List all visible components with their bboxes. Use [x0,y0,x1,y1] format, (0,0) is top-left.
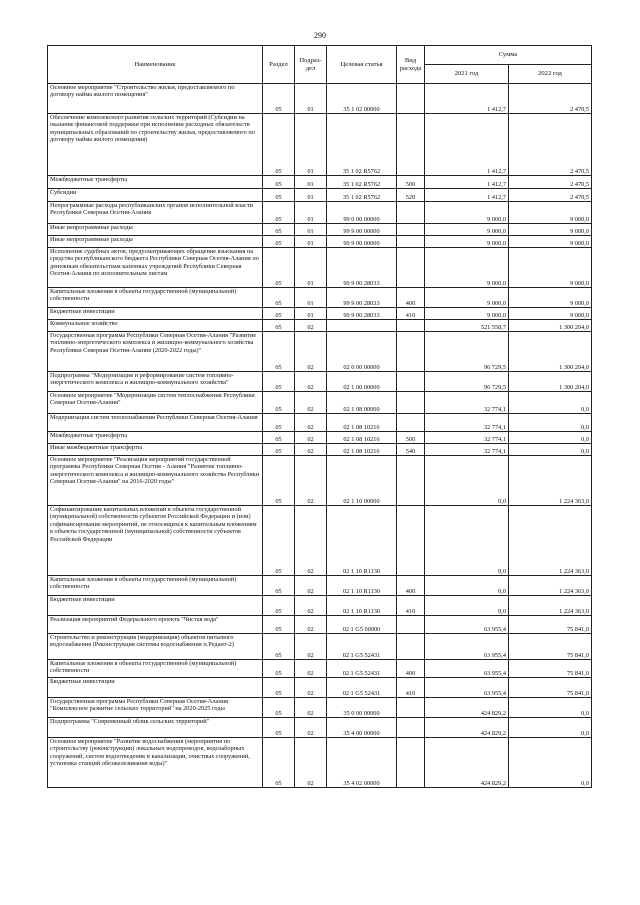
row-name-cell: Основное мероприятие "Развитие водоснабжения (мероприятия по строительству (реконструкции) локальных водопроводов, водозаборных сооружений, систем водоотведения и канализации, очистных сооружений, установка станций обезжелезивания воды)" [48,738,263,788]
budget-table [47,45,592,788]
row-expense-type-cell: 400 [397,660,425,678]
row-subsection-cell: 02 [295,698,327,718]
table-row [48,114,592,176]
table-row [48,616,592,634]
table-row [48,596,592,616]
row-sum-2021-cell: 0,0 [425,506,509,576]
row-target-article-cell: 99 9 00 28033 [327,248,397,288]
row-subsection-cell: 01 [295,114,327,176]
row-name-cell: Государственная программа Республики Северная Осетия-Алания "Развитие топливно-энергетического комплекса и жилищно-коммунального хозяйства Республики Северная Осетия-Алания (2020-2022 годы)" [48,332,263,372]
row-name-cell: Основное мероприятие "Реализация мероприятий государственной программы Республики Северная Осетия - Алания "Развитие топливно-энергетического комплекса и жилищно-коммунального хозяйства Республики Северная Осетия-Алания" на 2016-2020 годы" [48,456,263,506]
row-name-cell: Исполнение судебных актов, предусматривающих обращение взыскания на средства республиканского бюджета Республики Северная Осетия-Алания по денежным обязательствам казенных учреждений Республики Северная Осетия-Алания по исполнительным листам [48,248,263,288]
row-expense-type-cell [397,224,425,236]
row-subsection-cell: 01 [295,176,327,189]
row-sum-2022-cell: 1 224 363,0 [509,596,592,616]
row-sum-2021-cell: 424 829,2 [425,718,509,738]
row-section-cell: 05 [263,224,295,236]
row-name-cell: Реализация мероприятий Федерального проекта "Чистая вода" [48,616,263,634]
row-section-cell: 05 [263,432,295,444]
row-sum-2021-cell: 9 000,0 [425,308,509,320]
row-subsection-cell: 02 [295,332,327,372]
row-subsection-cell: 02 [295,456,327,506]
row-sum-2021-cell: 424 829,2 [425,698,509,718]
row-sum-2022-cell: 0,0 [509,414,592,432]
row-target-article-cell [327,320,397,332]
table-row [48,176,592,189]
row-sum-2021-cell: 424 829,2 [425,738,509,788]
row-expense-type-cell: 540 [397,444,425,456]
row-section-cell: 05 [263,248,295,288]
row-expense-type-cell [397,114,425,176]
row-expense-type-cell [397,236,425,248]
row-name-cell: Капитальные вложения в объекты государственной (муниципальной) собственности [48,576,263,596]
row-sum-2021-cell: 32 774,1 [425,432,509,444]
row-section-cell: 05 [263,392,295,414]
row-sum-2021-cell: 9 000,0 [425,248,509,288]
row-subsection-cell: 02 [295,506,327,576]
row-subsection-cell: 01 [295,202,327,224]
row-sum-2021-cell: 32 774,1 [425,392,509,414]
row-subsection-cell: 01 [295,308,327,320]
row-target-article-cell: 35 0 00 00000 [327,698,397,718]
row-subsection-cell: 02 [295,678,327,698]
row-section-cell: 05 [263,176,295,189]
row-sum-2021-cell: 32 774,1 [425,414,509,432]
table-row [48,224,592,236]
row-name-cell: Бюджетные инвестиции [48,678,263,698]
table-row [48,432,592,444]
row-expense-type-cell: 410 [397,678,425,698]
row-expense-type-cell: 520 [397,189,425,202]
row-expense-type-cell: 500 [397,176,425,189]
row-target-article-cell: 02 1 08 00000 [327,392,397,414]
row-target-article-cell: 35 4 00 00000 [327,718,397,738]
row-subsection-cell: 01 [295,84,327,114]
row-subsection-cell: 02 [295,392,327,414]
row-section-cell: 05 [263,288,295,308]
row-section-cell: 05 [263,660,295,678]
row-sum-2021-cell: 9 000,0 [425,202,509,224]
row-name-cell: Иные непрограммные расходы [48,236,263,248]
row-subsection-cell: 02 [295,372,327,392]
table-row [48,372,592,392]
table-row [48,288,592,308]
table-row [48,444,592,456]
row-name-cell: Модернизация систем теплоснабжения Республики Северная Осетия-Алания [48,414,263,432]
row-name-cell: Основное мероприятие "Модернизация систем теплоснабжения Республики Северная Осетия-Алания" [48,392,263,414]
row-subsection-cell: 02 [295,660,327,678]
row-sum-2022-cell: 9 000,0 [509,308,592,320]
row-sum-2021-cell: 0,0 [425,456,509,506]
row-expense-type-cell [397,738,425,788]
row-subsection-cell: 01 [295,236,327,248]
row-expense-type-cell [397,414,425,432]
row-sum-2021-cell: 63 955,4 [425,634,509,660]
row-target-article-cell: 35 1 02 00000 [327,84,397,114]
row-target-article-cell: 02 1 08 10216 [327,414,397,432]
row-expense-type-cell: 400 [397,576,425,596]
row-sum-2021-cell: 63 955,4 [425,678,509,698]
row-sum-2022-cell: 0,0 [509,698,592,718]
row-target-article-cell: 02 1 G5 52431 [327,678,397,698]
table-body [48,84,592,788]
row-sum-2022-cell: 9 000,0 [509,202,592,224]
row-sum-2022-cell: 75 841,0 [509,678,592,698]
row-subsection-cell: 01 [295,248,327,288]
row-sum-2021-cell: 0,0 [425,596,509,616]
row-expense-type-cell [397,320,425,332]
row-expense-type-cell [397,506,425,576]
row-sum-2022-cell: 0,0 [509,444,592,456]
row-sum-2022-cell: 75 841,0 [509,616,592,634]
row-expense-type-cell: 500 [397,432,425,444]
row-expense-type-cell [397,202,425,224]
row-target-article-cell: 02 1 10 R1130 [327,506,397,576]
row-target-article-cell: 02 1 10 R1130 [327,596,397,616]
header-subsection: Подраз-дел [295,46,327,84]
row-expense-type-cell [397,718,425,738]
row-subsection-cell: 01 [295,224,327,236]
table-row [48,506,592,576]
table-row [48,698,592,718]
row-section-cell: 05 [263,84,295,114]
row-section-cell: 05 [263,189,295,202]
row-target-article-cell: 02 1 10 R1130 [327,576,397,596]
header-section: Раздел [263,46,295,84]
row-target-article-cell: 02 1 G5 52431 [327,660,397,678]
row-expense-type-cell [397,456,425,506]
row-expense-type-cell [397,634,425,660]
row-sum-2021-cell: 1 412,7 [425,84,509,114]
row-target-article-cell: 99 9 00 00000 [327,224,397,236]
row-section-cell: 05 [263,332,295,372]
row-target-article-cell: 99 0 00 00000 [327,202,397,224]
row-sum-2022-cell: 0,0 [509,392,592,414]
header-year-2021: 2021 год [425,65,509,84]
row-section-cell: 05 [263,308,295,320]
row-name-cell: Субсидии [48,189,263,202]
table-row [48,634,592,660]
row-section-cell: 05 [263,414,295,432]
row-sum-2022-cell: 9 000,0 [509,288,592,308]
row-sum-2022-cell: 1 300 204,0 [509,332,592,372]
row-sum-2022-cell: 0,0 [509,718,592,738]
header-name: Наименование [48,46,263,84]
table-row [48,189,592,202]
row-target-article-cell: 99 9 00 00000 [327,236,397,248]
row-subsection-cell: 02 [295,320,327,332]
row-expense-type-cell: 410 [397,596,425,616]
row-expense-type-cell: 410 [397,308,425,320]
header-expense-type: Вид расхода [397,46,425,84]
header-sum: Сумма [425,46,592,65]
row-section-cell: 05 [263,596,295,616]
table-row [48,576,592,596]
row-name-cell: Межбюджетные трансферты [48,176,263,189]
row-expense-type-cell [397,84,425,114]
row-target-article-cell: 99 9 00 28033 [327,288,397,308]
row-subsection-cell: 02 [295,718,327,738]
row-expense-type-cell [397,392,425,414]
row-sum-2021-cell: 9 000,0 [425,236,509,248]
row-sum-2021-cell: 0,0 [425,576,509,596]
row-target-article-cell: 02 1 00 00000 [327,372,397,392]
row-section-cell: 05 [263,444,295,456]
row-sum-2022-cell: 1 300 204,0 [509,320,592,332]
row-subsection-cell: 02 [295,444,327,456]
row-name-cell: Подпрограмма "Модернизация и реформирование систем топливно-энергетического комплекса и жилищно-коммунального хозяйства" [48,372,263,392]
row-sum-2022-cell: 1 224 363,0 [509,506,592,576]
row-name-cell: Основное мероприятие "Строительство жилья, предоставляемого по договору найма жилого помещения" [48,84,263,114]
row-name-cell: Бюджетные инвестиции [48,596,263,616]
table-row [48,332,592,372]
row-name-cell: Иные межбюджетные трансферты [48,444,263,456]
row-target-article-cell: 99 9 00 28033 [327,308,397,320]
row-subsection-cell: 02 [295,738,327,788]
row-section-cell: 05 [263,678,295,698]
row-section-cell: 05 [263,698,295,718]
row-sum-2022-cell: 9 000,0 [509,248,592,288]
row-sum-2022-cell: 75 841,0 [509,660,592,678]
row-expense-type-cell [397,372,425,392]
row-sum-2022-cell: 1 300 204,0 [509,372,592,392]
row-target-article-cell: 35 1 02 R5762 [327,114,397,176]
row-target-article-cell: 02 1 G5 00000 [327,616,397,634]
row-sum-2021-cell: 9 000,0 [425,224,509,236]
row-target-article-cell: 02 1 08 10216 [327,444,397,456]
row-section-cell: 05 [263,506,295,576]
row-sum-2021-cell: 63 955,4 [425,616,509,634]
row-subsection-cell: 02 [295,616,327,634]
row-sum-2021-cell: 521 558,7 [425,320,509,332]
table-row [48,320,592,332]
row-sum-2021-cell: 1 412,7 [425,176,509,189]
row-sum-2021-cell: 96 729,5 [425,332,509,372]
row-subsection-cell: 02 [295,414,327,432]
row-target-article-cell: 02 1 08 10216 [327,432,397,444]
row-name-cell: Коммунальное хозяйство [48,320,263,332]
row-expense-type-cell: 400 [397,288,425,308]
row-subsection-cell: 02 [295,432,327,444]
header-target-article: Целевая статья [327,46,397,84]
row-expense-type-cell [397,332,425,372]
row-sum-2022-cell: 2 470,5 [509,176,592,189]
row-sum-2022-cell: 1 224 363,0 [509,576,592,596]
row-section-cell: 05 [263,634,295,660]
page-number: 290 [314,31,326,40]
row-section-cell: 05 [263,576,295,596]
row-name-cell: Капитальные вложения в объекты государственной (муниципальной) собственности [48,660,263,678]
row-section-cell: 05 [263,456,295,506]
row-sum-2022-cell: 0,0 [509,432,592,444]
table-row [48,678,592,698]
row-name-cell: Подпрограмма "Современный облик сельских территорий" [48,718,263,738]
row-sum-2022-cell: 2 470,5 [509,84,592,114]
row-name-cell: Обеспечение комплексного развития сельских территорий (Субсидии на оказание финансовой поддержки при исполнении расходных обязательств муниципальных образований по строительству жилья, предоставляемого по договору найма жилого помещения) [48,114,263,176]
row-sum-2021-cell: 32 774,1 [425,444,509,456]
row-sum-2022-cell: 2 470,5 [509,189,592,202]
row-subsection-cell: 01 [295,288,327,308]
table-row [48,248,592,288]
row-section-cell: 05 [263,320,295,332]
row-section-cell: 05 [263,738,295,788]
row-target-article-cell: 35 4 02 00000 [327,738,397,788]
table-row [48,202,592,224]
table-header [48,46,592,84]
row-target-article-cell: 35 1 02 R5762 [327,189,397,202]
table-row [48,738,592,788]
table-row [48,84,592,114]
row-name-cell: Государственная программа Республики Северная Осетия-Алания "Комплексное развитие сельских территорий" на 2020-2025 годы [48,698,263,718]
table-row [48,392,592,414]
row-section-cell: 05 [263,718,295,738]
row-sum-2021-cell: 1 412,7 [425,189,509,202]
row-expense-type-cell [397,248,425,288]
row-sum-2021-cell: 96 729,5 [425,372,509,392]
row-section-cell: 05 [263,202,295,224]
row-name-cell: Капитальные вложения в объекты государственной (муниципальной) собственности [48,288,263,308]
table-row [48,660,592,678]
row-name-cell: Межбюджетные трансферты [48,432,263,444]
row-sum-2022-cell: 9 000,0 [509,236,592,248]
row-sum-2022-cell: 9 000,0 [509,224,592,236]
row-section-cell: 05 [263,616,295,634]
row-expense-type-cell [397,698,425,718]
row-target-article-cell: 02 1 G5 52431 [327,634,397,660]
table-row [48,718,592,738]
header-year-2022: 2022 год [509,65,592,84]
row-sum-2021-cell: 9 000,0 [425,288,509,308]
row-subsection-cell: 02 [295,634,327,660]
table-row [48,414,592,432]
row-expense-type-cell [397,616,425,634]
row-name-cell: Софинансирование капитальных вложений в объекты государственной (муниципальной) собственности субъектов Российской Федерации и (или) софинансирование мероприятий, не относящихся к капитальным вложениям в объекты государственной (муниципальной) собственности субъектов Российской Федерации [48,506,263,576]
table-row [48,456,592,506]
row-target-article-cell: 35 1 02 R5762 [327,176,397,189]
row-sum-2021-cell: 1 412,7 [425,114,509,176]
row-name-cell: Строительство и реконструкция (модернизация) объектов питьевого водоснабжения (Реконструкция системы водоснабжения п.Редант-2) [48,634,263,660]
row-sum-2022-cell: 0,0 [509,738,592,788]
row-subsection-cell: 02 [295,596,327,616]
row-sum-2021-cell: 63 955,4 [425,660,509,678]
row-section-cell: 05 [263,372,295,392]
row-target-article-cell: 02 0 00 00000 [327,332,397,372]
row-subsection-cell: 01 [295,189,327,202]
row-name-cell: Непрограммные расходы республиканских органов исполнительной власти Республики Северная Осетия-Алания [48,202,263,224]
row-sum-2022-cell: 2 470,5 [509,114,592,176]
row-section-cell: 05 [263,236,295,248]
row-section-cell: 05 [263,114,295,176]
row-name-cell: Бюджетные инвестиции [48,308,263,320]
row-subsection-cell: 02 [295,576,327,596]
table-row [48,308,592,320]
table-row [48,236,592,248]
row-name-cell: Иные непрограммные расходы [48,224,263,236]
row-sum-2022-cell: 1 224 363,0 [509,456,592,506]
row-target-article-cell: 02 1 10 00000 [327,456,397,506]
row-sum-2022-cell: 75 841,0 [509,634,592,660]
